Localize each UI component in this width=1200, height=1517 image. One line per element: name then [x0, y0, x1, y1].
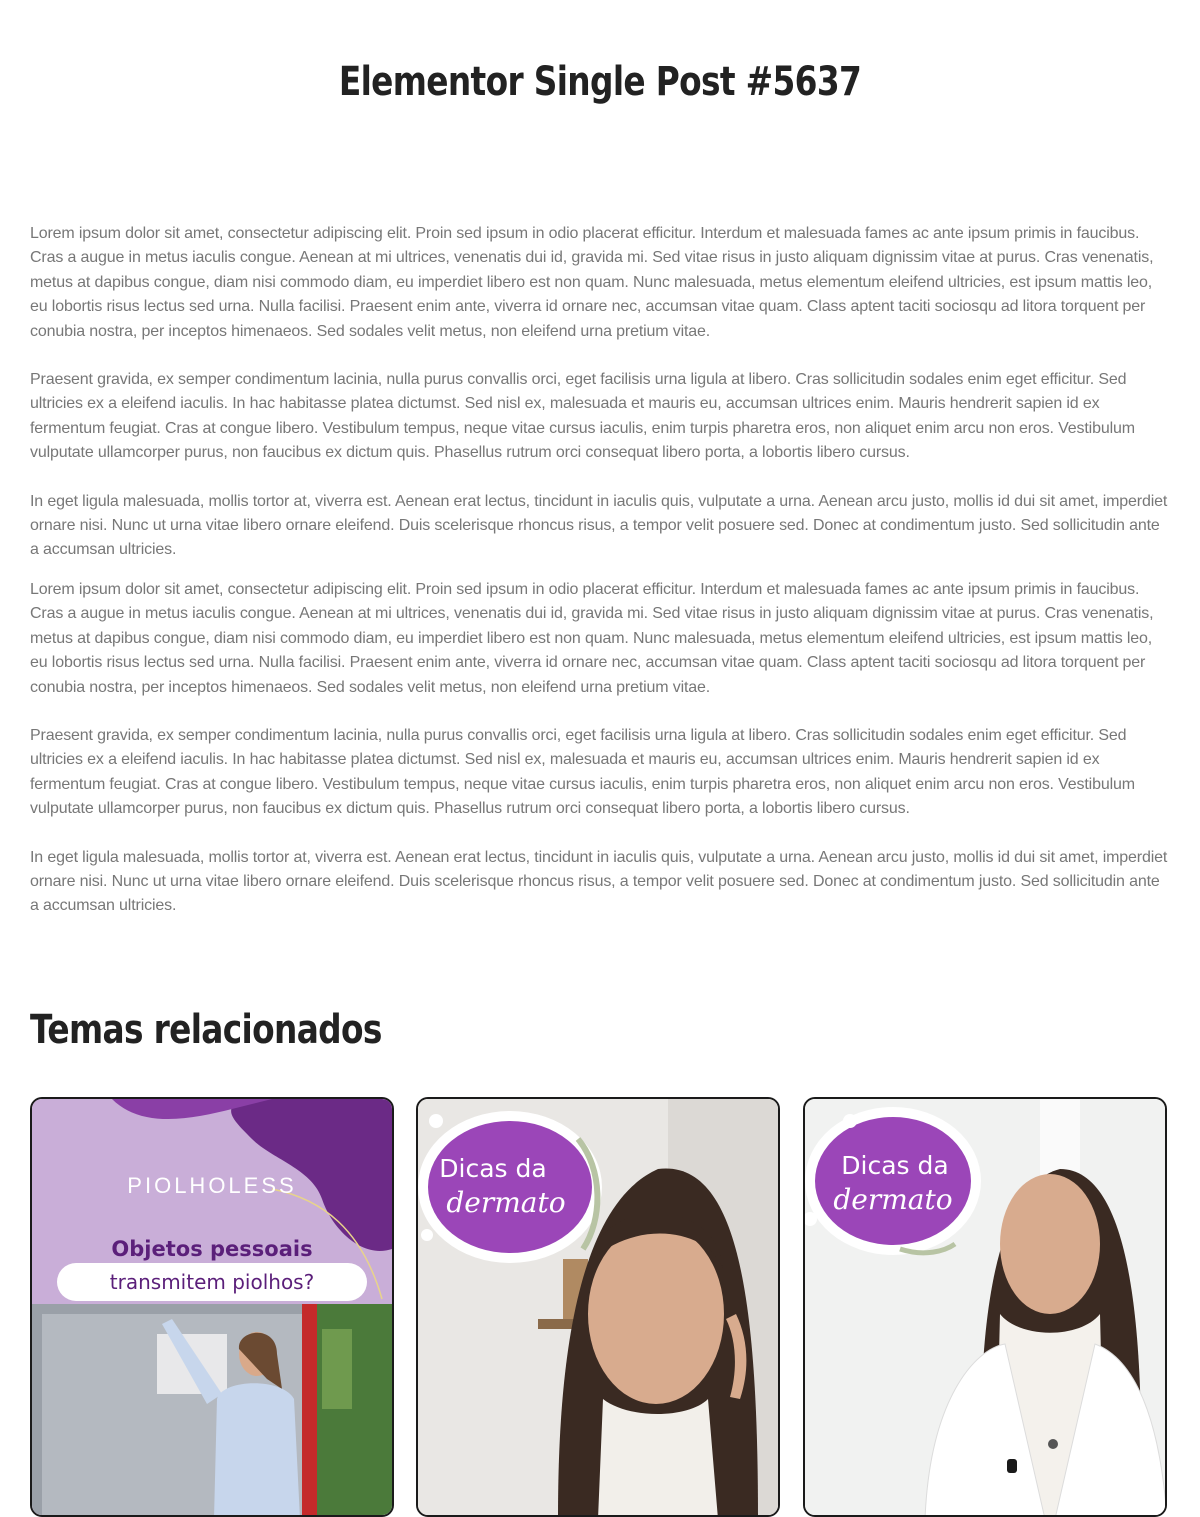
page-title: Elementor Single Post #5637 — [338, 59, 862, 105]
badge-bottom-text: dermato — [833, 1183, 953, 1216]
related-post-card-piolholess[interactable] — [30, 1097, 394, 1517]
card-pill-text: transmitem piolhos? — [109, 1270, 315, 1294]
related-posts-heading: Temas relacionados — [30, 1007, 382, 1053]
dicas-dermato-badge — [805, 1107, 981, 1255]
post-paragraph: Praesent gravida, ex semper condimentum lacinia, nulla purus convallis orci, eget facilisis urna ligula at libero. Cras sollicitudin sodales enim eget efficitur. Sed ultricies ex a eleifend iaculis. In hac habitasse platea dictumst. Sed nisl ex, malesuada et mauris eu, accumsan ultrices enim. Mauris hendrerit sapien id ex fermentum feugiat. Cras at congue libero. Vestibulum tempus, neque vitae cursus iaculis, enim turpis pharetra eros, non aliquet enim arcu non eros. Vestibulum vulputate ullamcorper purus, non faucibus ex dictum quis. Phasellus rutrum orci consequat libero porta, a lobortis libero cursus. — [30, 726, 1135, 818]
badge-top-text: Dicas da — [841, 1151, 949, 1180]
post-paragraph: Praesent gravida, ex semper condimentum lacinia, nulla purus convallis orci, eget facilisis urna ligula at libero. Cras sollicitudin sodales enim eget efficitur. Sed ultricies ex a eleifend iaculis. In hac habitasse platea dictumst. Sed nisl ex, malesuada et mauris eu, accumsan ultrices enim. Mauris hendrerit sapien id ex fermentum feugiat. Cras at congue libero. Vestibulum tempus, neque vitae cursus iaculis, enim turpis pharetra eros, non aliquet enim arcu non eros. Vestibulum vulputate ullamcorper purus, non faucibus ex dictum quis. Phasellus rutrum orci consequat libero porta, a lobortis libero cursus. — [30, 371, 1135, 462]
related-post-thumbnail — [805, 1099, 1167, 1517]
related-post-thumbnail — [32, 1099, 392, 1517]
dicas-dermato-badge — [418, 1111, 602, 1263]
badge-top-text: Dicas da — [439, 1154, 547, 1183]
post-paragraph: Lorem ipsum dolor sit amet, consectetur adipiscing elit. Proin sed ipsum in odio placerat efficitur. Interdum et malesuada fames ac ante ipsum primis in faucibus. Cras a augue in metus iaculis congue. Aenean at mi ultrices, venenatis dui id, gravida mi. Sed vitae risus in justo aliquam dignissim vitae at purus. Cras venenatis, metus at dapibus congue, diam nisi commodo diam, eu imperdiet libero est non quam. Nunc malesuada, metus elementum eleifend ultricies, est ipsum mattis leo, eu lobortis risus lectus sed urna. Nulla facilisi. Praesent enim ante, viverra id ornare nec, accumsan vitae quam. Class aptent taciti sociosqu ad litora torquent per conubia nostra, per inceptos himenaeos. Sed sodales velit metus, non eleifend urna pretium vitae. — [30, 225, 1154, 340]
related-post-thumbnail — [418, 1099, 780, 1517]
post-content — [30, 222, 1168, 943]
post-paragraph: Lorem ipsum dolor sit amet, consectetur adipiscing elit. Proin sed ipsum in odio placerat efficitur. Interdum et malesuada fames ac ante ipsum primis in faucibus. Cras a augue in metus iaculis congue. Aenean at mi ultrices, venenatis dui id, gravida mi. Sed vitae risus in justo aliquam dignissim vitae at purus. Cras venenatis, metus at dapibus congue, diam nisi commodo diam, eu imperdiet libero est non quam. Nunc malesuada, metus elementum eleifend ultricies, est ipsum mattis leo, eu lobortis risus lectus sed urna. Nulla facilisi. Praesent enim ante, viverra id ornare nec, accumsan vitae quam. Class aptent taciti sociosqu ad litora torquent per conubia nostra, per inceptos himenaeos. Sed sodales velit metus, non eleifend urna pretium vitae. — [30, 580, 1154, 696]
related-post-card-dicas-dermato[interactable] — [416, 1097, 780, 1517]
brand-logo-text: PIOLHOLESS — [127, 1173, 297, 1198]
brand-logo — [127, 1173, 296, 1198]
post-paragraph: In eget ligula malesuada, mollis tortor at, viverra est. Aenean erat lectus, tincidunt in iaculis quis, vulputate a urna. Aenean arcu justo, mollis id dui sit amet, imperdiet ornare nisi. Nunc ut urna vitae libero ornare eleifend. Duis scelerisque rhoncus risus, a tempor velit posuere sed. Donec at condimentum justo. Sed sollicitudin ante a accumsan ultricies. — [30, 492, 1168, 559]
badge-bottom-text: dermato — [446, 1186, 566, 1219]
post-paragraph: In eget ligula malesuada, mollis tortor at, viverra est. Aenean erat lectus, tincidunt in iaculis quis, vulputate a urna. Aenean arcu justo, mollis id dui sit amet, imperdiet ornare nisi. Nunc ut urna vitae libero ornare eleifend. Duis scelerisque rhoncus risus, a tempor velit posuere sed. Donec at condimentum justo. Sed sollicitudin ante a accumsan ultricies. — [30, 848, 1168, 915]
card-headline: Objetos pessoais — [111, 1237, 313, 1261]
related-post-card-dicas-dermato-2[interactable] — [803, 1097, 1167, 1517]
